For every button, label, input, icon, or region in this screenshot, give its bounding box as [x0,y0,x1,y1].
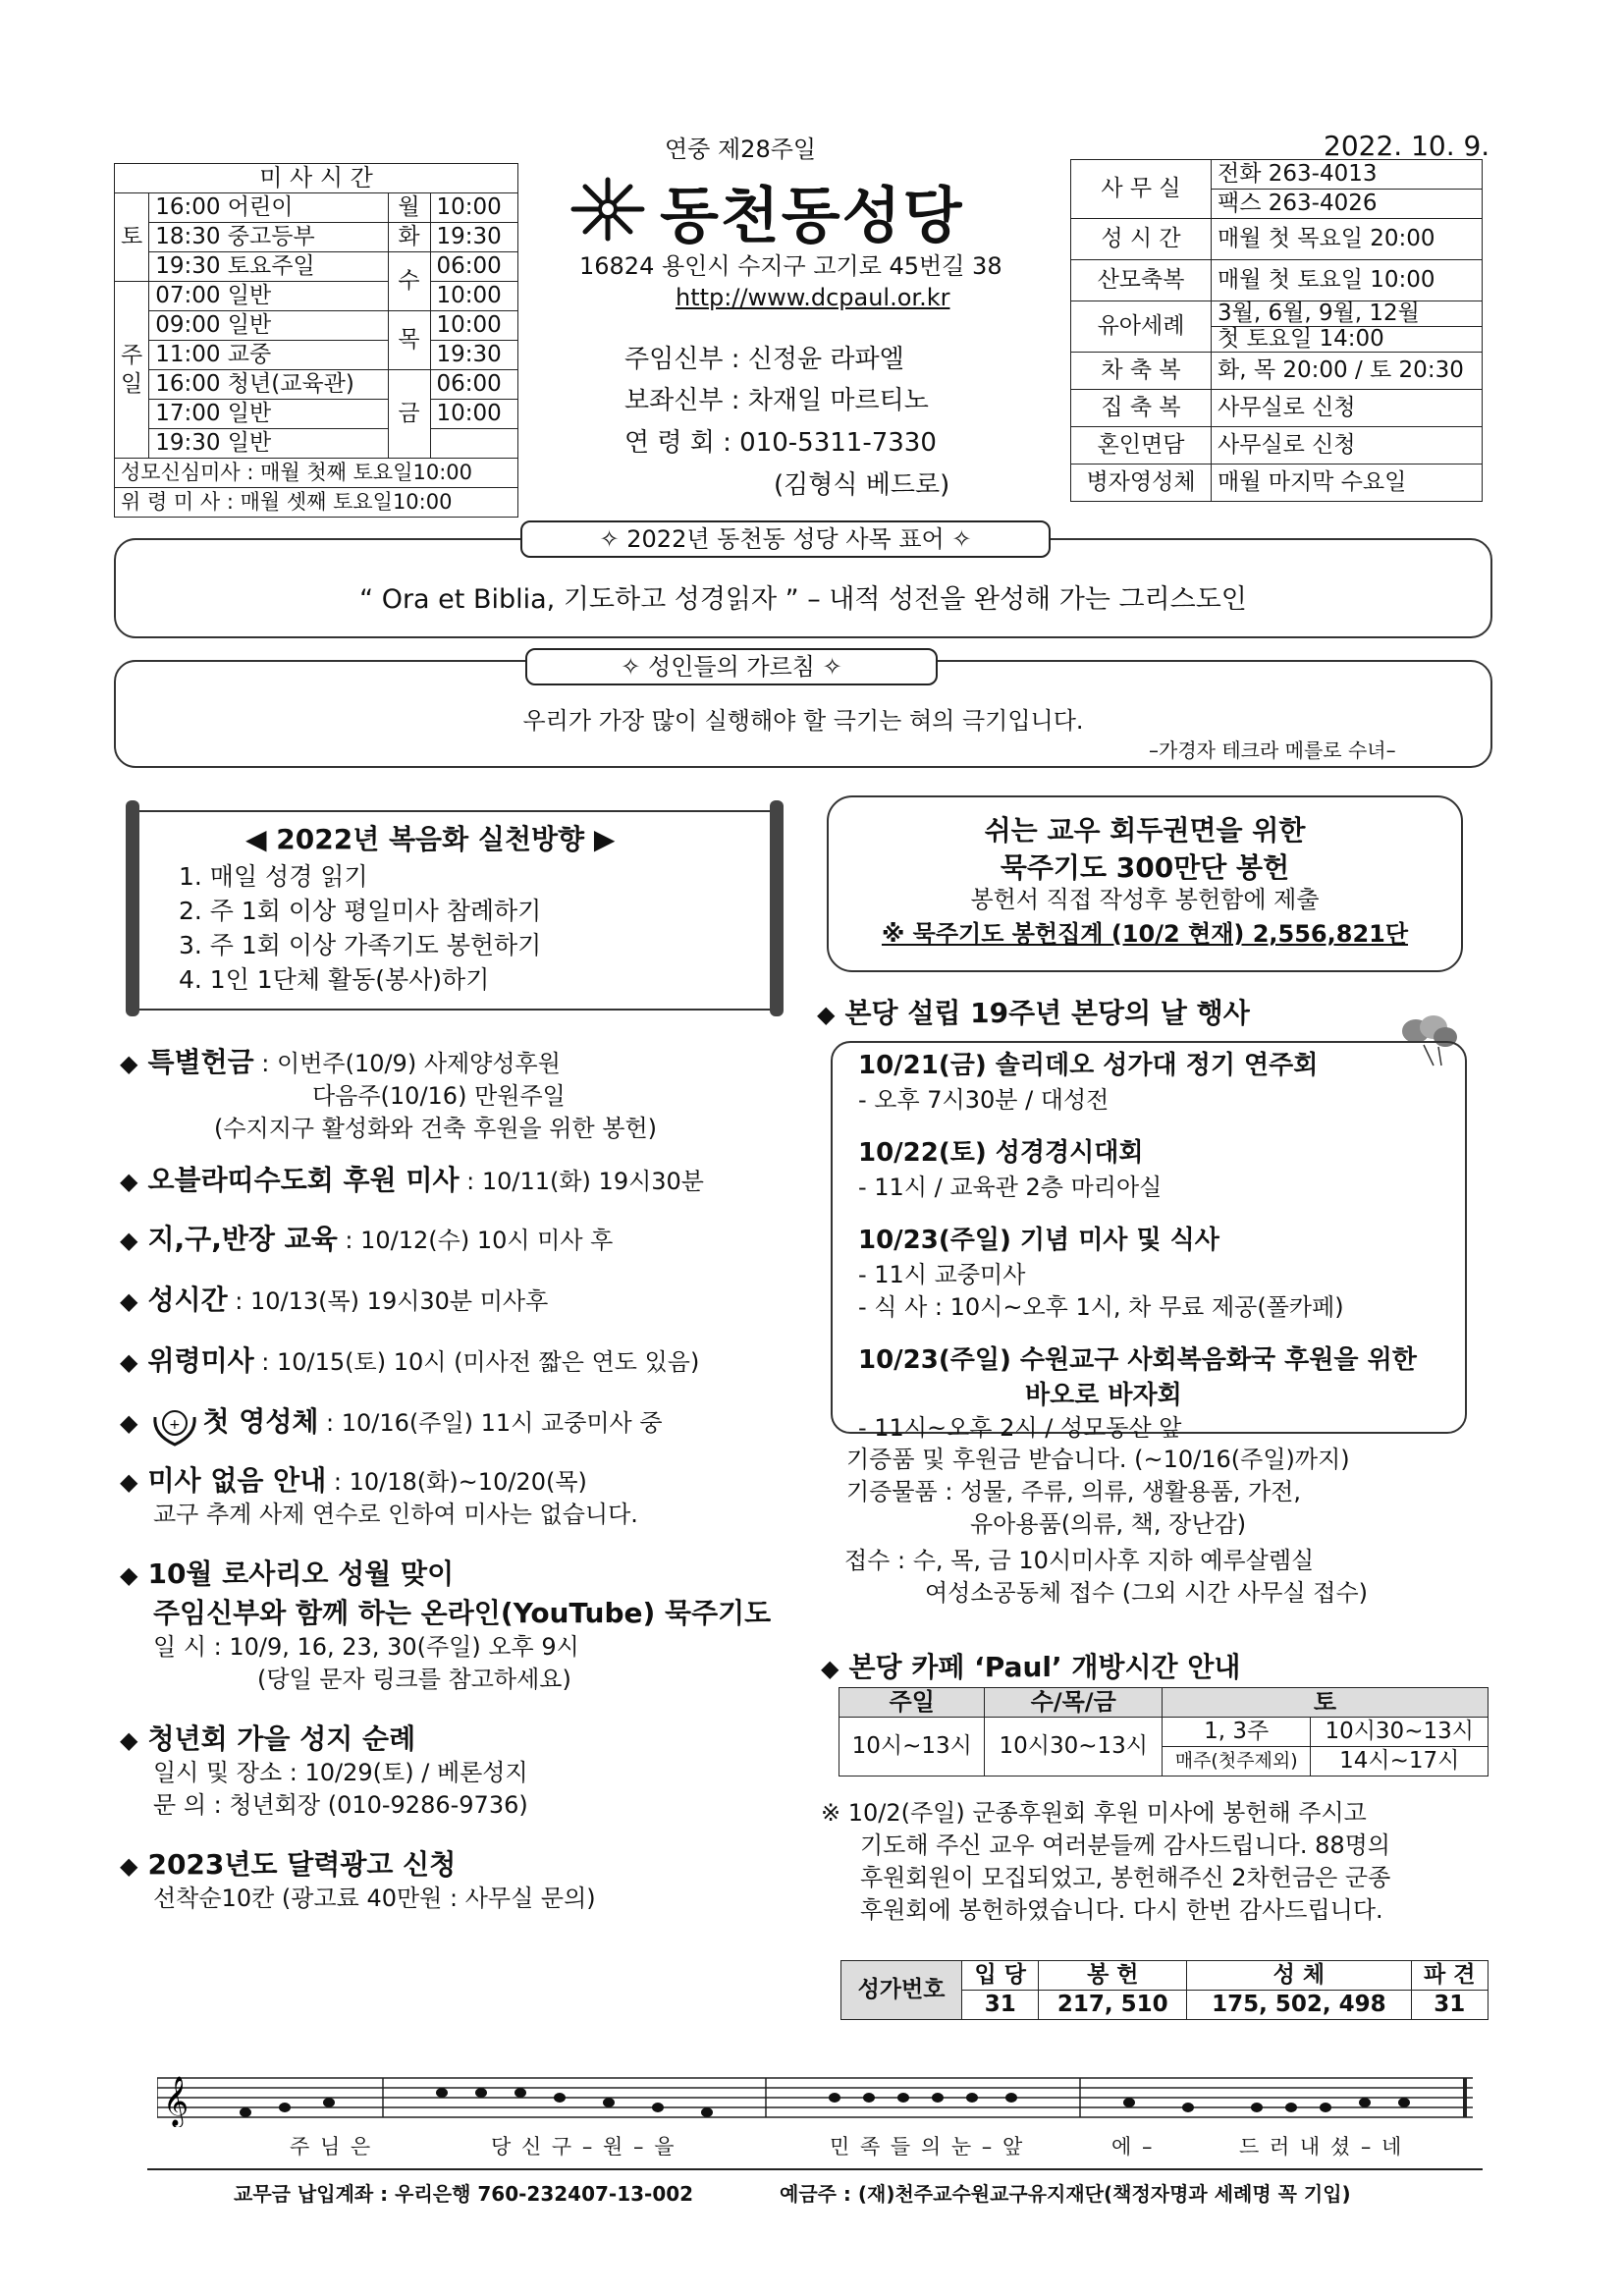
diamond-icon: ◆ [120,1852,138,1880]
notice-holy-hour: ◆ 성시간 : 10/13(목) 19시30분 미사후 [120,1284,549,1316]
donation-line-1: 기증품 및 후원금 받습니다. (~10/16(주일)까지) [846,1446,1350,1473]
thanks-line-1: ※ 10/2(주일) 군종후원회 후원 미사에 봉헌해 주시고 [821,1799,1367,1827]
saints-author: –가경자 테크라 메를로 수녀– [1149,738,1396,762]
infant-baptism-months: 3월, 6월, 9월, 12월 [1212,301,1483,327]
cafe-title-row [821,1646,1240,1685]
sun-mass-5: 17:00 일반 [149,400,388,429]
cafe-sat-hours-1: 10시30~13시 [1311,1718,1489,1747]
funeral-council-name: (김형식 베드로) [774,470,950,500]
notice-youth-pilgrimage: ◆ 청년회 가을 성지 순례 일시 및 장소 : 10/29(토) / 베론성지 문 의 : 청년회장 (010-9286-9736) [120,1722,528,1819]
event-concert-detail: - 오후 7시30분 / 대성전 [858,1086,1110,1114]
anniversary-events [858,1047,1417,1445]
scroll-item-1: 1. 매일 성경 읽기 [179,862,368,891]
hymn-recessional: 31 [1411,1991,1488,2020]
funeral-council: 연 령 회 : 010-5311-7330 [624,428,937,458]
assistant-pastor: 보좌신부 : 차재일 마르티노 [624,386,929,415]
laurel-icon [147,1405,202,1449]
motto-text: “ Ora et Biblia, 기도하고 성경읽자 ” – 내적 성전을 완성해 가는 그리스도인 [359,584,1247,615]
cafe-header-wed: 수/목/금 [985,1688,1163,1718]
donation-line-3: 유아용품(의류, 책, 장난감) [970,1510,1247,1538]
office-label: 사 무 실 [1071,160,1212,219]
notice-leader-education: ◆ 지,구,반장 교육 : 10/12(수) 10시 미사 후 [120,1223,614,1255]
scroll-rod-left [126,800,139,1016]
scroll-title: ◀ 2022년 복음화 실천방향 ▶ [245,823,616,855]
thu-label: 목 [388,311,430,370]
diamond-icon: ◆ [120,1287,138,1315]
car-blessing-value: 화, 목 20:00 / 토 20:30 [1212,353,1483,390]
hymn-offertory: 217, 510 [1039,1991,1187,2020]
footer-account-holder: 예금주 : (재)천주교수원교구유지재단(책정자명과 세례명 꼭 기입) [780,2182,1351,2206]
cafe-sat-week-1: 1, 3주 [1163,1718,1311,1747]
cafe-header-sun: 주일 [839,1688,985,1718]
event-bazaar-head: 10/23(주일) 수원교구 사회복음화국 후원을 위한 [858,1345,1417,1375]
sun-mass-4: 16:00 청년(교육관) [149,370,388,400]
thu-time-2: 19:30 [430,341,517,370]
church-url[interactable]: http://www.dcpaul.or.kr [676,284,950,311]
lyric-4: 에 – [1111,2135,1155,2159]
thanks-line-2: 기도해 주신 교우 여러분들께 감사드립니다. 88명의 [860,1831,1390,1859]
hymn-header-entrance: 입 당 [962,1961,1039,1991]
fri-time-1: 06:00 [430,370,517,400]
thanks-line-4: 후원회에 봉헌하였습니다. 다시 한번 감사드립니다. [860,1896,1383,1924]
sun-mass-2: 09:00 일반 [149,311,388,341]
mon-label: 월 [388,193,430,223]
scroll-item-4: 4. 1인 1단체 활동(봉사)하기 [179,965,490,994]
sick-communion-label: 병자영성체 [1071,465,1212,502]
sat-label: 토 [115,193,149,282]
notice-first-communion: ◆ + 첫 영성체 : 10/16(주일) 11시 교중미사 중 [120,1400,787,1459]
hymn-label: 성가번호 [841,1961,962,2020]
thanks-note [821,1797,1390,1927]
sun-mass-6: 19:30 일반 [149,429,388,459]
mother-blessing-value: 매월 첫 토요일 10:00 [1212,260,1483,301]
event-bazaar-head-2: 바오로 바자회 [1025,1381,1182,1410]
svg-text:+: + [169,1416,182,1433]
anniversary-title: 본당 설립 19주년 본당의 날 행사 [844,997,1250,1029]
office-fax: 팩스 263-4026 [1212,190,1483,219]
rosary-line-4: ※ 묵주기도 봉헌집계 (10/2 현재) 2,556,821단 [881,920,1409,948]
tue-time: 19:30 [430,223,517,252]
infant-baptism-label: 유아세례 [1071,301,1212,353]
event-mass-detail-1: - 11시 교중미사 [858,1261,1026,1288]
left-notices [120,1041,787,1915]
cafe-sat-week-2: 매주(첫주제외) [1163,1747,1311,1777]
hymn-header-recessional: 파 견 [1411,1961,1488,1991]
hymn-numbers-table [840,1960,1489,2020]
fri-label: 금 [388,370,430,459]
sat-mass-2: 18:30 중고등부 [149,223,388,252]
marriage-label: 혼인면담 [1071,427,1212,465]
issue-date: 2022. 10. 9. [1324,130,1490,162]
diamond-icon: ◆ [821,1655,839,1682]
marriage-value: 사무실로 신청 [1212,427,1483,465]
holy-hour-value: 매월 첫 목요일 20:00 [1212,219,1483,260]
mass-extra-2: 위 령 미 사 : 매월 셋째 토요일10:00 [115,488,518,518]
notice-oblate-mass: ◆ 오블라띠수도회 후원 미사 : 10/11(화) 19시30분 [120,1164,704,1196]
event-concert-head: 10/21(금) 솔리데오 성가대 정기 연주회 [858,1051,1319,1080]
diamond-icon: ◆ [120,1050,138,1077]
thanks-line-3: 후원회원이 모집되었고, 봉헌해주신 2차헌금은 군종 [860,1864,1391,1891]
cafe-sun-hours: 10시~13시 [839,1718,985,1777]
diamond-icon: ◆ [120,1468,138,1496]
footer-rule [147,2168,1483,2170]
house-blessing-value: 사무실로 신청 [1212,390,1483,427]
cafe-title: 본당 카페 ‘Paul’ 개방시간 안내 [848,1651,1241,1683]
scroll-item-3: 3. 주 1회 이상 가족기도 봉헌하기 [179,931,542,959]
sun-label: 주일 [115,282,149,459]
diamond-icon: ◆ [120,1409,138,1437]
lyric-5: 드 러 내 셨 – 네 [1239,2135,1404,2159]
lyric-3: 민 족 들 의 눈 – 앞 [830,2135,1025,2159]
hymn-entrance: 31 [962,1991,1039,2020]
sun-mass-3: 11:00 교중 [149,341,388,370]
tue-label: 화 [388,223,430,252]
donation-line-4: 접수 : 수, 목, 금 10시미사후 지하 예루살렘실 [844,1547,1315,1574]
notice-special-offering: ◆ 특별헌금 : 이번주(10/9) 사제양성후원 다음주(10/16) 만원주일 (수지지구 활성화와 건축 후원을 위한 봉헌) [120,1046,657,1142]
mother-blessing-label: 산모축복 [1071,260,1212,301]
house-blessing-label: 집 축 복 [1071,390,1212,427]
church-address: 16824 용인시 수지구 고기로 45번길 38 [579,252,1002,280]
pastor: 주임신부 : 신정윤 라파엘 [624,345,904,374]
donation-line-2: 기증물품 : 성물, 주류, 의류, 생활용품, 가전, [846,1478,1301,1505]
sat-mass-1: 16:00 어린이 [149,193,388,223]
event-bible-detail: - 11시 / 교육관 2층 마리아실 [858,1174,1163,1201]
week-label: 연중 제28주일 [665,136,817,163]
rosary-line-2: 묵주기도 300만단 봉헌 [1000,851,1290,884]
anniversary-title-row [817,992,1250,1031]
cafe-sat-hours-2: 14시~17시 [1311,1747,1489,1777]
event-bazaar-detail: - 11시~오후 2시 / 성모동산 앞 [858,1414,1182,1442]
car-blessing-label: 차 축 복 [1071,353,1212,390]
donation-line-5: 여성소공동체 접수 (그외 시간 사무실 접수) [925,1579,1368,1607]
event-mass-detail-2: - 식 사 : 10시~오후 1시, 차 무료 제공(폴카페) [858,1293,1344,1321]
diamond-icon: ◆ [120,1168,138,1195]
mon-time: 10:00 [430,193,517,223]
fri-time-2: 10:00 [430,400,517,429]
church-name: 동천동성당 [660,180,964,251]
lyric-1: 주 님 은 [290,2135,373,2159]
event-bible-head: 10/22(토) 성경경시대회 [858,1138,1144,1168]
notice-online-rosary: ◆ 10월 로사리오 성월 맞이 주임신부와 함께 하는 온라인(YouTube) 묵주기도 일 시 : 10/9, 16, 23, 30(주일) 오후 9시 (당일 문자 링크를 참고하세요) [120,1558,772,1693]
diamond-icon: ◆ [120,1726,138,1754]
notice-calendar-ad: ◆ 2023년도 달력광고 신청 선착순10칸 (광고료 40만원 : 사무실 문의) [120,1848,596,1912]
mass-schedule-title: 미 사 시 간 [115,164,518,193]
cafe-header-sat: 토 [1163,1688,1489,1718]
mass-schedule [114,163,518,518]
holy-hour-label: 성 시 간 [1071,219,1212,260]
sat-mass-3: 19:30 토요주일 [149,252,388,282]
wed-label: 수 [388,252,430,311]
cafe-hours-table [839,1687,1489,1777]
mass-extra-1: 성모신심미사 : 매월 첫째 토요일10:00 [115,459,518,488]
sun-mass-1: 07:00 일반 [149,282,388,311]
lyric-2: 당 신 구 – 원 – 을 [491,2135,677,2159]
office-info [1070,159,1483,502]
saints-title: ✧ 성인들의 가르침 ✧ [525,648,938,685]
motto-title: ✧ 2022년 동천동 성당 사목 표어 ✧ [520,520,1051,558]
hymn-header-offertory: 봉 헌 [1039,1961,1187,1991]
event-mass-head: 10/23(주일) 기념 미사 및 식사 [858,1226,1219,1255]
notice-requiem-mass: ◆ 위령미사 : 10/15(토) 10시 (미사전 짧은 연도 있음) [120,1344,700,1377]
diamond-icon: ◆ [120,1348,138,1376]
saints-text: 우리가 가장 많이 실행해야 할 극기는 혀의 극기입니다. [522,707,1084,735]
infant-baptism-time: 첫 토요일 14:00 [1212,327,1483,353]
diamond-icon: ◆ [817,1001,836,1028]
diamond-icon: ◆ [120,1227,138,1254]
rosary-line-3: 봉헌서 직접 작성후 봉헌함에 제출 [970,886,1320,913]
church-logo [564,175,652,244]
wed-time-2: 10:00 [430,282,517,311]
hymn-communion: 175, 502, 498 [1187,1991,1411,2020]
cafe-wed-hours: 10시30~13시 [985,1718,1163,1777]
scroll-rod-right [770,800,784,1016]
sick-communion-value: 매월 마지막 수요일 [1212,465,1483,502]
office-phone: 전화 263-4013 [1212,160,1483,190]
scroll-item-2: 2. 주 1회 이상 평일미사 참례하기 [179,897,542,925]
svg-text:𝄞: 𝄞 [163,2076,189,2126]
footer-account: 교무금 납입계좌 : 우리은행 760-232407-13-002 [234,2182,694,2206]
music-staff [157,2068,1473,2127]
wed-time-1: 06:00 [430,252,517,282]
rosary-line-1: 쉬는 교우 회두권면을 위한 [984,814,1306,847]
notice-no-mass: ◆ 미사 없음 안내 : 10/18(화)~10/20(목) 교구 추계 사제 연수로 인하여 미사는 없습니다. [120,1464,638,1528]
diamond-icon: ◆ [120,1561,138,1589]
hymn-header-communion: 성 체 [1187,1961,1411,1991]
thu-time-1: 10:00 [430,311,517,341]
